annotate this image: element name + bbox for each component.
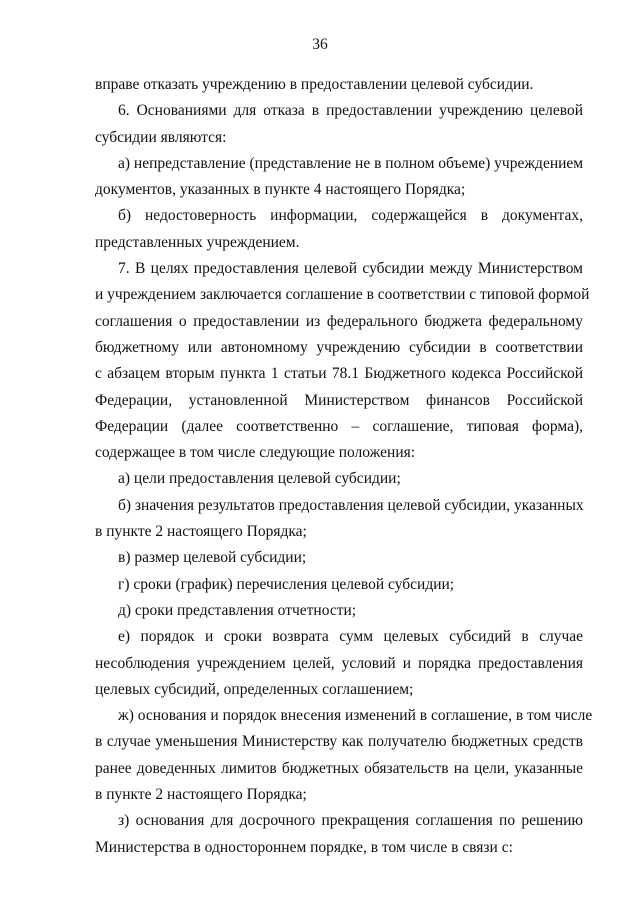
text-line: б) значения результатов предоставления целевой субсидии, указанных [118,496,584,514]
text-line: представленных учреждением. [95,233,300,251]
text-line: а) цели предоставления целевой субсидии; [118,470,401,488]
text-line: д) сроки представления отчетности; [118,601,357,619]
text-line: бюджетному или автономному учреждению субсидии в соответствии [95,338,583,356]
text-line: в) размер целевой субсидии; [118,549,307,567]
text-line: вправе отказать учреждению в предоставлении целевой субсидии. [95,76,534,93]
text-line: соглашения о предоставлении из федерального бюджета федеральному [95,312,583,330]
text-line: в пункте 2 настоящего Порядка; [95,786,307,804]
text-line: з) основания для досрочного прекращения соглашения по решению [118,812,583,830]
document-body [95,72,593,861]
text-line: Министерства в одностороннем порядке, в том числе в связи с: [95,838,513,856]
text-line: и учреждением заключается соглашение в соответствии с типовой формой [95,286,590,304]
text-line: несоблюдения учреждением целей, условий и порядка предоставления [95,654,583,672]
text-line: содержащее в том числе следующие положения: [95,444,416,462]
text-line: субсидии являются: [95,128,227,146]
text-line: ж) основания и порядок внесения изменений в соглашение, в том числе [118,707,593,725]
text-line: в пункте 2 настоящего Порядка; [95,523,307,541]
text-line: 7. В целях предоставления целевой субсидии между Министерством [118,260,583,278]
text-line: б) недостоверность информации, содержащейся в документах, [118,207,583,225]
text-line: Федерации, установленной Министерством финансов Российской [95,391,583,409]
text-line: документов, указанных в пункте 4 настоящего Порядка; [95,181,466,199]
text-line: в случае уменьшения Министерству как получателю бюджетных средств [95,733,583,751]
text-line: 6. Основаниями для отказа в предоставлении учреждению целевой [118,102,583,120]
text-line: Федерации (далее соответственно – соглашение, типовая форма), [95,417,583,435]
text-line: ранее доведенных лимитов бюджетных обязательств на цели, указанные [95,759,583,777]
text-line: г) сроки (график) перечисления целевой субсидии; [118,575,455,593]
text-line: а) непредставление (представление не в полном объеме) учреждением [118,154,584,172]
text-line: с абзацем вторым пункта 1 статьи 78.1 Бюджетного кодекса Российской [95,365,583,383]
text-line: е) порядок и сроки возврата сумм целевых субсидий в случае [118,628,583,646]
text-line: целевых субсидий, определенных соглашением; [95,680,414,698]
page-number: 36 [312,36,328,53]
